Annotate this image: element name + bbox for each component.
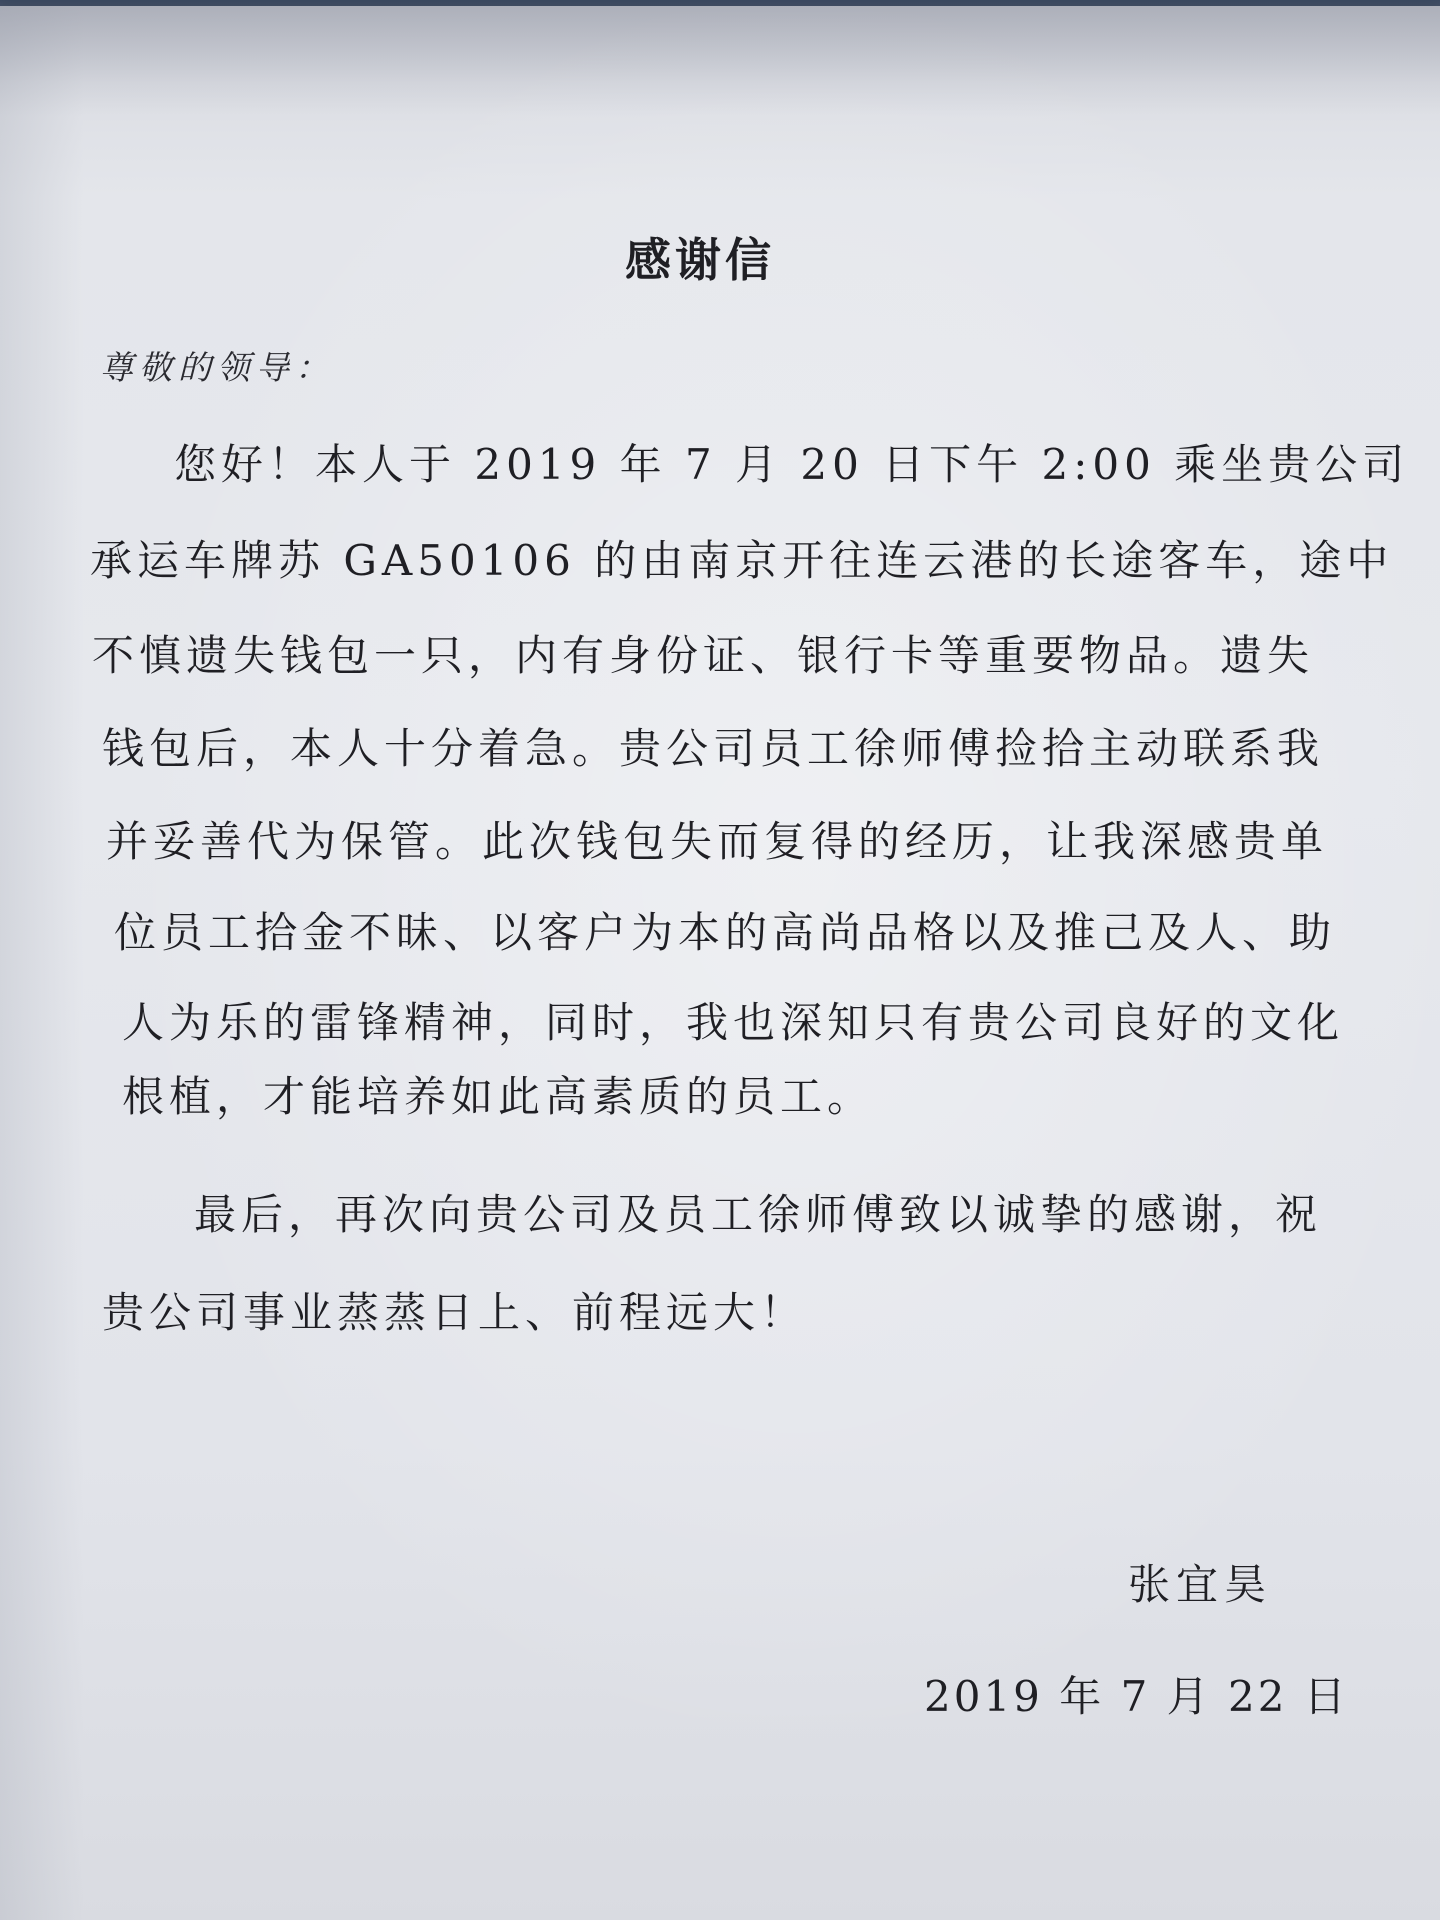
paragraph-1-line-8: 根植，才能培养如此高素质的员工。: [122, 1072, 875, 1121]
paragraph-1-line-3: 不慎遗失钱包一只，内有身份证、银行卡等重要物品。遗失: [92, 631, 1315, 680]
paragraph-1-line-7: 人为乐的雷锋精神，同时，我也深知只有贵公司良好的文化: [122, 998, 1345, 1047]
paragraph-1-line-1: 您好！本人于 2019 年 7 月 20 日下午 2:00 乘坐贵公司: [174, 440, 1410, 489]
paragraph-1-line-2: 承运车牌苏 GA50106 的由南京开往连云港的长途客车，途中: [90, 536, 1394, 585]
paragraph-2-line-1: 最后，再次向贵公司及员工徐师傅致以诚挚的感谢，祝: [194, 1190, 1323, 1239]
paragraph-1-line-5: 并妥善代为保管。此次钱包失而复得的经历，让我深感贵单: [106, 817, 1329, 866]
letter-sheet: [0, 6, 1440, 1920]
paragraph-2-line-2: 贵公司事业蒸蒸日上、前程远大！: [102, 1288, 808, 1337]
letter-salutation: 尊敬的领导：: [100, 348, 334, 387]
signature-name: 张宜昊: [1128, 1560, 1273, 1609]
signature-date: 2019 年 7 月 22 日: [924, 1672, 1349, 1721]
paragraph-1-line-4: 钱包后，本人十分着急。贵公司员工徐师傅捡拾主动联系我: [102, 724, 1325, 773]
letter-title: 感谢信: [625, 233, 775, 287]
paragraph-1-line-6: 位员工拾金不昧、以客户为本的高尚品格以及推己及人、助: [114, 908, 1337, 957]
